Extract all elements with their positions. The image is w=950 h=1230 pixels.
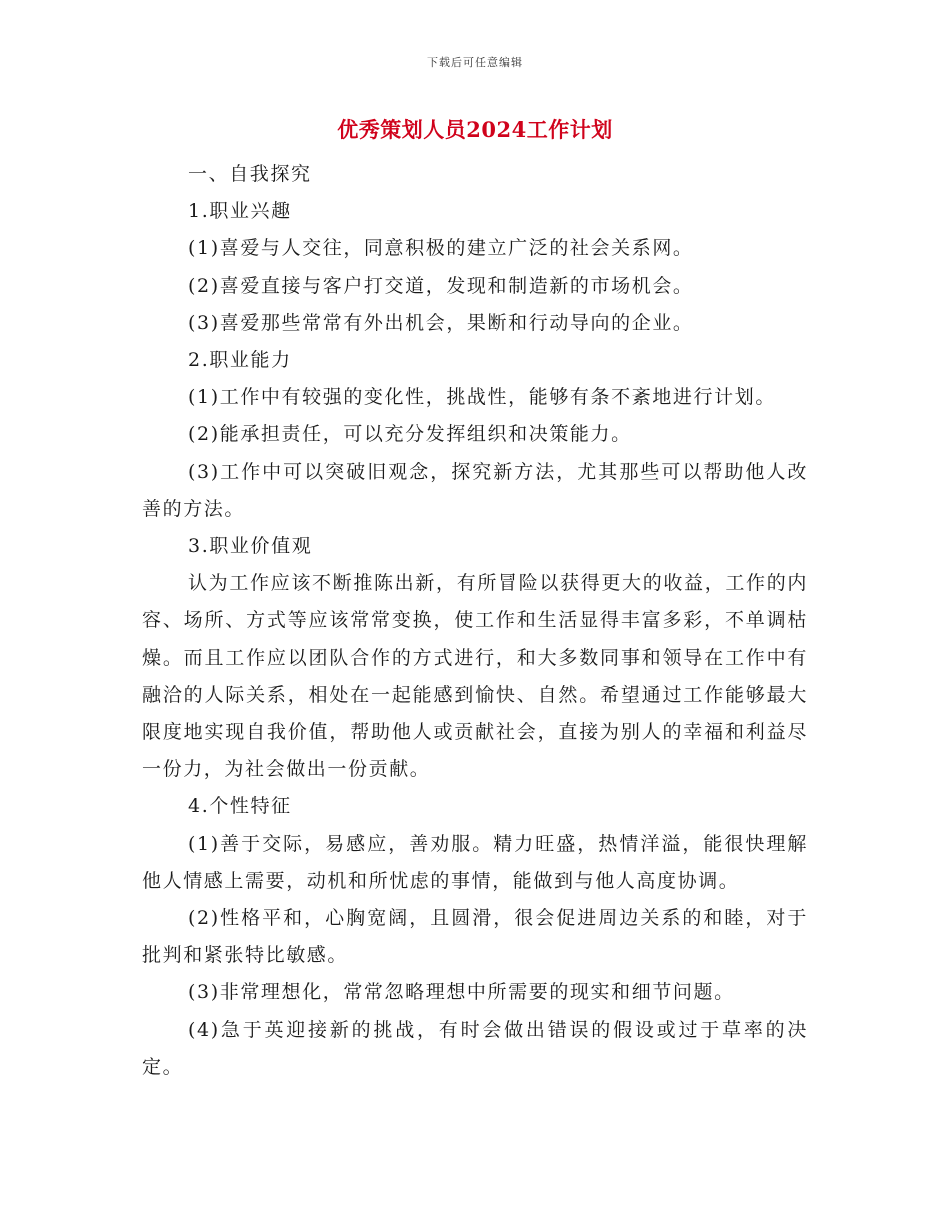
paragraph: (2)性格平和，心胸宽阔，且圆滑，很会促进周边关系的和睦，对于批判和紧张特比敏感。	[142, 907, 808, 967]
subheading-career-interest: 1.职业兴趣	[188, 200, 292, 223]
paragraph: (4)急于英迎接新的挑战，有时会做出错误的假设或过于草率的决定。	[142, 1018, 808, 1078]
subheading-personality-traits: 4.个性特征	[188, 795, 292, 818]
paragraph: (3)喜爱那些常常有外出机会，果断和行动导向的企业。	[188, 311, 694, 334]
paragraph: (1)善于交际，易感应，善劝服。精力旺盛，热情洋溢，能很快理解他人情感上需要，动机和所忧虑的事情，能做到与他人高度协调。	[142, 832, 808, 892]
paragraph: (2)能承担责任，可以充分发挥组织和决策能力。	[188, 423, 632, 446]
paragraph: (1)喜爱与人交往，同意积极的建立广泛的社会关系网。	[188, 237, 694, 260]
document-title: 优秀策划人员2024工作计划	[337, 117, 613, 142]
header-note: 下载后可任意编辑	[427, 56, 523, 69]
paragraph: (3)工作中可以突破旧观念，探究新方法，尤其那些可以帮助他人改善的方法。	[142, 460, 808, 520]
paragraph: (3)非常理想化，常常忽略理想中所需要的现实和细节问题。	[188, 981, 735, 1004]
paragraph: (2)喜爱直接与客户打交道，发现和制造新的市场机会。	[188, 274, 694, 297]
document-body	[142, 156, 808, 1086]
paragraph: 认为工作应该不断推陈出新，有所冒险以获得更大的收益，工作的内容、场所、方式等应该常常变换，使工作和生活显得丰富多彩，不单调枯燥。而且工作应以团队合作的方式进行，和大多数同事和领导在工作中有融洽的人际关系，相处在一起能感到愉快、自然。希望通过工作能够最大限度地实现自我价值，帮助他人或贡献社会，直接为别人的幸福和利益尽一份力，为社会做出一份贡献。	[142, 572, 808, 781]
subheading-career-ability: 2.职业能力	[188, 349, 292, 372]
paragraph: (1)工作中有较强的变化性，挑战性，能够有条不紊地进行计划。	[188, 386, 776, 409]
subheading-career-values: 3.职业价值观	[188, 535, 313, 558]
section-heading-self-exploration: 一、自我探究	[188, 163, 312, 185]
